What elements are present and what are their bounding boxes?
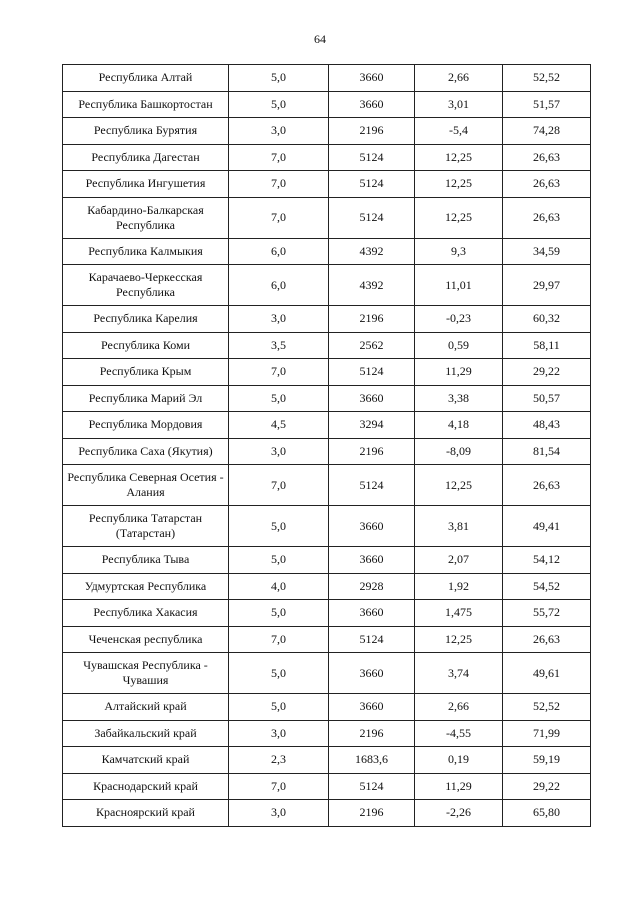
table-row (63, 653, 591, 694)
value-col-2: 2928 (329, 573, 415, 600)
value-col-2: 4392 (329, 265, 415, 306)
region-name: Республика Дагестан (63, 144, 229, 171)
table-row (63, 385, 591, 412)
regions-table (62, 64, 591, 827)
value-col-2: 3294 (329, 412, 415, 439)
value-col-1: 6,0 (229, 238, 329, 265)
value-col-1: 5,0 (229, 547, 329, 574)
value-col-1: 7,0 (229, 144, 329, 171)
value-col-4: 26,63 (503, 144, 591, 171)
table-row (63, 573, 591, 600)
region-name: Республика Алтай (63, 65, 229, 92)
value-col-1: 2,3 (229, 747, 329, 774)
value-col-4: 51,57 (503, 91, 591, 118)
table-row (63, 306, 591, 333)
value-col-2: 4392 (329, 238, 415, 265)
value-col-3: 11,29 (415, 773, 503, 800)
value-col-1: 7,0 (229, 197, 329, 238)
table-row (63, 600, 591, 627)
region-name: Республика Башкортостан (63, 91, 229, 118)
table-row (63, 144, 591, 171)
region-name: Красноярский край (63, 800, 229, 827)
region-name: Республика Ингушетия (63, 171, 229, 198)
region-name: Республика Северная Осетия - Алания (63, 465, 229, 506)
value-col-3: -4,55 (415, 720, 503, 747)
region-name: Республика Карелия (63, 306, 229, 333)
value-col-2: 3660 (329, 694, 415, 721)
table-row (63, 747, 591, 774)
value-col-2: 2562 (329, 332, 415, 359)
table-row (63, 547, 591, 574)
value-col-2: 5124 (329, 144, 415, 171)
region-name: Республика Марий Эл (63, 385, 229, 412)
table-row (63, 626, 591, 653)
value-col-2: 2196 (329, 306, 415, 333)
region-name: Забайкальский край (63, 720, 229, 747)
value-col-3: 3,01 (415, 91, 503, 118)
table-row (63, 412, 591, 439)
value-col-1: 3,0 (229, 438, 329, 465)
value-col-3: 0,19 (415, 747, 503, 774)
value-col-3: 4,18 (415, 412, 503, 439)
value-col-1: 5,0 (229, 600, 329, 627)
value-col-3: 12,25 (415, 465, 503, 506)
value-col-4: 74,28 (503, 118, 591, 145)
value-col-2: 1683,6 (329, 747, 415, 774)
value-col-4: 26,63 (503, 197, 591, 238)
region-name: Удмуртская Республика (63, 573, 229, 600)
value-col-2: 3660 (329, 653, 415, 694)
regions-table-body (63, 65, 591, 827)
value-col-4: 26,63 (503, 465, 591, 506)
value-col-2: 5124 (329, 197, 415, 238)
value-col-4: 59,19 (503, 747, 591, 774)
region-name: Республика Мордовия (63, 412, 229, 439)
value-col-1: 5,0 (229, 385, 329, 412)
value-col-1: 4,5 (229, 412, 329, 439)
value-col-4: 58,11 (503, 332, 591, 359)
region-name: Чеченская республика (63, 626, 229, 653)
value-col-1: 3,0 (229, 800, 329, 827)
value-col-1: 5,0 (229, 653, 329, 694)
value-col-4: 52,52 (503, 694, 591, 721)
value-col-4: 48,43 (503, 412, 591, 439)
table-row (63, 800, 591, 827)
value-col-4: 29,22 (503, 773, 591, 800)
value-col-3: 12,25 (415, 197, 503, 238)
table-row (63, 438, 591, 465)
value-col-2: 3660 (329, 65, 415, 92)
value-col-2: 3660 (329, 91, 415, 118)
value-col-3: -5,4 (415, 118, 503, 145)
value-col-3: -8,09 (415, 438, 503, 465)
value-col-4: 29,97 (503, 265, 591, 306)
value-col-1: 7,0 (229, 626, 329, 653)
value-col-4: 26,63 (503, 171, 591, 198)
value-col-3: 12,25 (415, 144, 503, 171)
value-col-2: 3660 (329, 600, 415, 627)
value-col-1: 7,0 (229, 359, 329, 386)
table-row (63, 118, 591, 145)
value-col-2: 5124 (329, 626, 415, 653)
value-col-3: 3,38 (415, 385, 503, 412)
value-col-2: 2196 (329, 118, 415, 145)
value-col-1: 6,0 (229, 265, 329, 306)
value-col-1: 7,0 (229, 171, 329, 198)
value-col-3: 2,66 (415, 65, 503, 92)
value-col-3: 12,25 (415, 626, 503, 653)
value-col-2: 2196 (329, 800, 415, 827)
region-name: Краснодарский край (63, 773, 229, 800)
table-row (63, 720, 591, 747)
value-col-3: 1,92 (415, 573, 503, 600)
value-col-3: 3,74 (415, 653, 503, 694)
value-col-3: 2,66 (415, 694, 503, 721)
value-col-1: 5,0 (229, 91, 329, 118)
region-name: Республика Татарстан (Татарстан) (63, 506, 229, 547)
table-row (63, 506, 591, 547)
table-row (63, 265, 591, 306)
value-col-1: 5,0 (229, 65, 329, 92)
value-col-3: 11,01 (415, 265, 503, 306)
table-row (63, 171, 591, 198)
value-col-1: 5,0 (229, 506, 329, 547)
table-row (63, 332, 591, 359)
value-col-4: 54,52 (503, 573, 591, 600)
value-col-4: 71,99 (503, 720, 591, 747)
value-col-4: 52,52 (503, 65, 591, 92)
value-col-2: 3660 (329, 547, 415, 574)
value-col-3: 11,29 (415, 359, 503, 386)
value-col-3: 0,59 (415, 332, 503, 359)
value-col-2: 5124 (329, 359, 415, 386)
table-row (63, 238, 591, 265)
region-name: Республика Коми (63, 332, 229, 359)
value-col-2: 5124 (329, 773, 415, 800)
region-name: Республика Саха (Якутия) (63, 438, 229, 465)
value-col-1: 5,0 (229, 694, 329, 721)
value-col-4: 54,12 (503, 547, 591, 574)
region-name: Республика Тыва (63, 547, 229, 574)
value-col-2: 2196 (329, 720, 415, 747)
value-col-4: 50,57 (503, 385, 591, 412)
value-col-1: 3,0 (229, 306, 329, 333)
value-col-4: 49,41 (503, 506, 591, 547)
value-col-3: 12,25 (415, 171, 503, 198)
value-col-4: 26,63 (503, 626, 591, 653)
value-col-4: 81,54 (503, 438, 591, 465)
value-col-3: 1,475 (415, 600, 503, 627)
region-name: Республика Бурятия (63, 118, 229, 145)
value-col-3: -2,26 (415, 800, 503, 827)
region-name: Республика Крым (63, 359, 229, 386)
region-name: Чувашская Республика - Чувашия (63, 653, 229, 694)
value-col-1: 7,0 (229, 773, 329, 800)
region-name: Республика Калмыкия (63, 238, 229, 265)
value-col-4: 34,59 (503, 238, 591, 265)
value-col-1: 3,0 (229, 720, 329, 747)
region-name: Карачаево-Черкесская Республика (63, 265, 229, 306)
value-col-2: 5124 (329, 465, 415, 506)
value-col-2: 2196 (329, 438, 415, 465)
region-name: Камчатский край (63, 747, 229, 774)
value-col-4: 49,61 (503, 653, 591, 694)
table-row (63, 359, 591, 386)
value-col-4: 65,80 (503, 800, 591, 827)
value-col-2: 3660 (329, 506, 415, 547)
table-row (63, 694, 591, 721)
value-col-1: 3,0 (229, 118, 329, 145)
value-col-1: 4,0 (229, 573, 329, 600)
value-col-2: 3660 (329, 385, 415, 412)
table-row (63, 65, 591, 92)
value-col-1: 7,0 (229, 465, 329, 506)
region-name: Республика Хакасия (63, 600, 229, 627)
table-row (63, 197, 591, 238)
value-col-3: 3,81 (415, 506, 503, 547)
value-col-3: -0,23 (415, 306, 503, 333)
value-col-4: 60,32 (503, 306, 591, 333)
table-row (63, 773, 591, 800)
region-name: Алтайский край (63, 694, 229, 721)
value-col-3: 2,07 (415, 547, 503, 574)
region-name: Кабардино-Балкарская Республика (63, 197, 229, 238)
page-number: 64 (314, 32, 326, 46)
value-col-1: 3,5 (229, 332, 329, 359)
value-col-4: 55,72 (503, 600, 591, 627)
value-col-3: 9,3 (415, 238, 503, 265)
value-col-2: 5124 (329, 171, 415, 198)
table-row (63, 91, 591, 118)
value-col-4: 29,22 (503, 359, 591, 386)
table-row (63, 465, 591, 506)
